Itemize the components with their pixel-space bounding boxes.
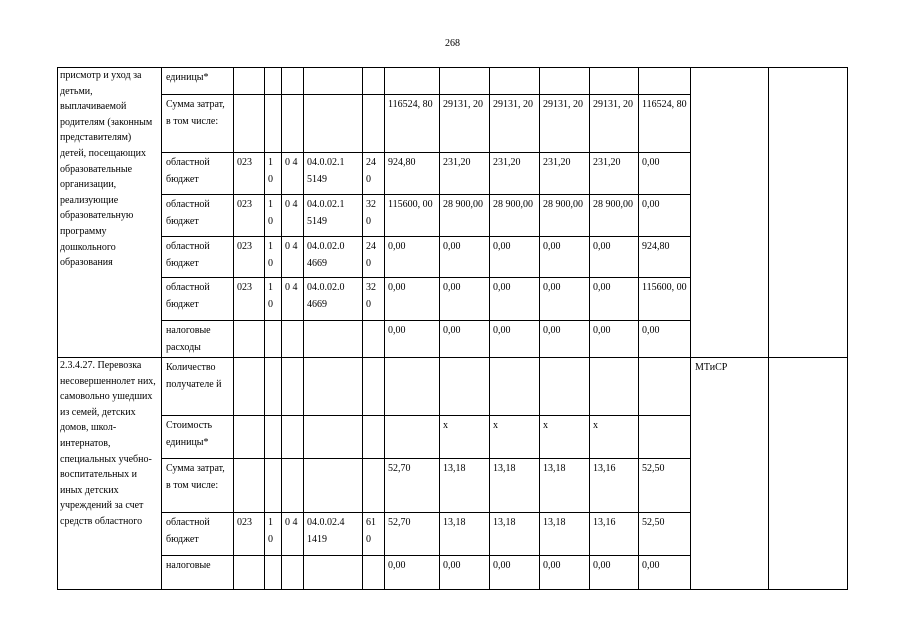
indicator-label: областной бюджет bbox=[162, 195, 234, 237]
quarter-2-cell: 0,00 bbox=[490, 321, 540, 358]
target-article-cell bbox=[304, 556, 363, 590]
quarter-3-cell: 0,00 bbox=[540, 321, 590, 358]
quarter-3-cell: 0,00 bbox=[540, 237, 590, 278]
quarter-2-cell: 231,20 bbox=[490, 153, 540, 195]
indicator-label: Сумма затрат, в том числе: bbox=[162, 459, 234, 513]
expense-type-cell: 32 0 bbox=[363, 278, 385, 321]
quarter-4-cell: 0,00 bbox=[590, 237, 639, 278]
measure-block-1-notes bbox=[769, 68, 848, 358]
indicator-label: налоговые расходы bbox=[162, 321, 234, 358]
quarter-1-cell: 28 900,00 bbox=[440, 195, 490, 237]
quarter-3-cell: 0,00 bbox=[540, 556, 590, 590]
expense-type-cell: 61 0 bbox=[363, 513, 385, 556]
expense-type-cell bbox=[363, 459, 385, 513]
total-amount-cell: 0,00 bbox=[385, 237, 440, 278]
grbs-code-cell: 023 bbox=[234, 237, 265, 278]
plan-amount-cell: 0,00 bbox=[639, 195, 691, 237]
target-article-cell bbox=[304, 416, 363, 459]
section-code-cell bbox=[265, 416, 282, 459]
quarter-2-cell: 0,00 bbox=[490, 278, 540, 321]
quarter-4-cell: 29131, 20 bbox=[590, 95, 639, 153]
grbs-code-cell bbox=[234, 358, 265, 416]
quarter-3-cell: 13,18 bbox=[540, 459, 590, 513]
subsection-code-cell bbox=[282, 95, 304, 153]
quarter-4-cell: 231,20 bbox=[590, 153, 639, 195]
indicator-label: областной бюджет bbox=[162, 237, 234, 278]
indicator-label: областной бюджет bbox=[162, 153, 234, 195]
target-article-cell: 04.0.02.4 1419 bbox=[304, 513, 363, 556]
quarter-3-cell: 0,00 bbox=[540, 278, 590, 321]
target-article-cell: 04.0.02.0 4669 bbox=[304, 278, 363, 321]
indicator-label: Стоимость единицы* bbox=[162, 416, 234, 459]
section-code-cell bbox=[265, 459, 282, 513]
indicator-label: областной бюджет bbox=[162, 513, 234, 556]
plan-amount-cell: 0,00 bbox=[639, 556, 691, 590]
quarter-3-cell bbox=[540, 358, 590, 416]
target-article-cell bbox=[304, 358, 363, 416]
quarter-1-cell: 0,00 bbox=[440, 237, 490, 278]
quarter-3-cell bbox=[540, 68, 590, 95]
quarter-1-cell: 0,00 bbox=[440, 321, 490, 358]
measure-block-1-measure-name: присмотр и уход за детьми, выплачиваемой родителям (законным представителям) детей, посещающих образовательные организации, реализующие образовательную программу дошкольного образования bbox=[58, 68, 162, 358]
quarter-4-cell: 0,00 bbox=[590, 556, 639, 590]
grbs-code-cell bbox=[234, 556, 265, 590]
grbs-code-cell: 023 bbox=[234, 278, 265, 321]
section-code-cell: 1 0 bbox=[265, 237, 282, 278]
quarter-1-cell: 13,18 bbox=[440, 513, 490, 556]
target-article-cell bbox=[304, 321, 363, 358]
plan-amount-cell: 52,50 bbox=[639, 513, 691, 556]
subsection-code-cell bbox=[282, 68, 304, 95]
expense-type-cell bbox=[363, 416, 385, 459]
indicator-label: единицы* bbox=[162, 68, 234, 95]
quarter-3-cell: х bbox=[540, 416, 590, 459]
measure-block-1-executor bbox=[691, 68, 769, 358]
subsection-code-cell bbox=[282, 459, 304, 513]
target-article-cell: 04.0.02.1 5149 bbox=[304, 153, 363, 195]
quarter-1-cell: 29131, 20 bbox=[440, 95, 490, 153]
target-article-cell: 04.0.02.0 4669 bbox=[304, 237, 363, 278]
quarter-4-cell: 13,16 bbox=[590, 459, 639, 513]
quarter-2-cell: 0,00 bbox=[490, 237, 540, 278]
quarter-2-cell bbox=[490, 358, 540, 416]
total-amount-cell: 0,00 bbox=[385, 556, 440, 590]
plan-amount-cell: 52,50 bbox=[639, 459, 691, 513]
measure-block-2-measure-name: 2.3.4.27. Перевозка несовершеннолет них, самовольно ушедших из семей, детских домов, школ-интернатов, специальных учебно-воспитательных и иных детских учреждений за счет средств областного bbox=[58, 358, 162, 590]
plan-amount-cell: 116524, 80 bbox=[639, 95, 691, 153]
quarter-4-cell bbox=[590, 68, 639, 95]
total-amount-cell bbox=[385, 416, 440, 459]
section-code-cell: 1 0 bbox=[265, 195, 282, 237]
quarter-2-cell bbox=[490, 68, 540, 95]
total-amount-cell bbox=[385, 68, 440, 95]
quarter-2-cell: 29131, 20 bbox=[490, 95, 540, 153]
quarter-3-cell: 28 900,00 bbox=[540, 195, 590, 237]
plan-amount-cell: 924,80 bbox=[639, 237, 691, 278]
total-amount-cell: 0,00 bbox=[385, 278, 440, 321]
plan-amount-cell: 0,00 bbox=[639, 321, 691, 358]
indicator-label: Количество получателе й bbox=[162, 358, 234, 416]
grbs-code-cell: 023 bbox=[234, 513, 265, 556]
indicator-label: Сумма затрат, в том числе: bbox=[162, 95, 234, 153]
expense-type-cell bbox=[363, 68, 385, 95]
subsection-code-cell: 0 4 bbox=[282, 195, 304, 237]
grbs-code-cell bbox=[234, 459, 265, 513]
section-code-cell: 1 0 bbox=[265, 513, 282, 556]
plan-amount-cell bbox=[639, 68, 691, 95]
section-code-cell: 1 0 bbox=[265, 278, 282, 321]
quarter-4-cell: х bbox=[590, 416, 639, 459]
subsection-code-cell: 0 4 bbox=[282, 278, 304, 321]
grbs-code-cell bbox=[234, 321, 265, 358]
indicator-label: налоговые bbox=[162, 556, 234, 590]
quarter-4-cell: 0,00 bbox=[590, 321, 639, 358]
page-number: 268 bbox=[445, 38, 460, 49]
quarter-1-cell bbox=[440, 68, 490, 95]
grbs-code-cell: 023 bbox=[234, 195, 265, 237]
subsection-code-cell bbox=[282, 416, 304, 459]
quarter-2-cell: 13,18 bbox=[490, 459, 540, 513]
quarter-2-cell: 28 900,00 bbox=[490, 195, 540, 237]
target-article-cell bbox=[304, 68, 363, 95]
total-amount-cell: 0,00 bbox=[385, 321, 440, 358]
quarter-4-cell: 13,16 bbox=[590, 513, 639, 556]
quarter-3-cell: 29131, 20 bbox=[540, 95, 590, 153]
measure-block-2-row bbox=[58, 358, 848, 416]
quarter-1-cell: 13,18 bbox=[440, 459, 490, 513]
expense-type-cell bbox=[363, 556, 385, 590]
grbs-code-cell bbox=[234, 68, 265, 95]
budget-table bbox=[57, 67, 848, 590]
expense-type-cell bbox=[363, 95, 385, 153]
plan-amount-cell bbox=[639, 358, 691, 416]
quarter-4-cell: 28 900,00 bbox=[590, 195, 639, 237]
total-amount-cell: 115600, 00 bbox=[385, 195, 440, 237]
quarter-1-cell: 0,00 bbox=[440, 278, 490, 321]
total-amount-cell: 116524, 80 bbox=[385, 95, 440, 153]
total-amount-cell: 52,70 bbox=[385, 459, 440, 513]
measure-block-2-notes bbox=[769, 358, 848, 590]
plan-amount-cell: 0,00 bbox=[639, 153, 691, 195]
quarter-4-cell bbox=[590, 358, 639, 416]
quarter-1-cell: 231,20 bbox=[440, 153, 490, 195]
target-article-cell bbox=[304, 459, 363, 513]
subsection-code-cell bbox=[282, 556, 304, 590]
expense-type-cell: 32 0 bbox=[363, 195, 385, 237]
quarter-4-cell: 0,00 bbox=[590, 278, 639, 321]
quarter-3-cell: 231,20 bbox=[540, 153, 590, 195]
plan-amount-cell: 115600, 00 bbox=[639, 278, 691, 321]
quarter-2-cell: х bbox=[490, 416, 540, 459]
section-code-cell bbox=[265, 358, 282, 416]
expense-type-cell bbox=[363, 321, 385, 358]
grbs-code-cell: 023 bbox=[234, 153, 265, 195]
subsection-code-cell bbox=[282, 321, 304, 358]
section-code-cell bbox=[265, 556, 282, 590]
quarter-2-cell: 13,18 bbox=[490, 513, 540, 556]
measure-block-1-row bbox=[58, 68, 848, 95]
quarter-1-cell bbox=[440, 358, 490, 416]
expense-type-cell bbox=[363, 358, 385, 416]
expense-type-cell: 24 0 bbox=[363, 237, 385, 278]
section-code-cell bbox=[265, 68, 282, 95]
total-amount-cell: 52,70 bbox=[385, 513, 440, 556]
measure-block-2-executor: МТиСР bbox=[691, 358, 769, 590]
grbs-code-cell bbox=[234, 416, 265, 459]
quarter-1-cell: х bbox=[440, 416, 490, 459]
plan-amount-cell bbox=[639, 416, 691, 459]
quarter-3-cell: 13,18 bbox=[540, 513, 590, 556]
subsection-code-cell: 0 4 bbox=[282, 237, 304, 278]
target-article-cell: 04.0.02.1 5149 bbox=[304, 195, 363, 237]
subsection-code-cell: 0 4 bbox=[282, 153, 304, 195]
target-article-cell bbox=[304, 95, 363, 153]
section-code-cell: 1 0 bbox=[265, 153, 282, 195]
section-code-cell bbox=[265, 321, 282, 358]
quarter-2-cell: 0,00 bbox=[490, 556, 540, 590]
total-amount-cell bbox=[385, 358, 440, 416]
total-amount-cell: 924,80 bbox=[385, 153, 440, 195]
expense-type-cell: 24 0 bbox=[363, 153, 385, 195]
grbs-code-cell bbox=[234, 95, 265, 153]
subsection-code-cell: 0 4 bbox=[282, 513, 304, 556]
indicator-label: областной бюджет bbox=[162, 278, 234, 321]
quarter-1-cell: 0,00 bbox=[440, 556, 490, 590]
subsection-code-cell bbox=[282, 358, 304, 416]
section-code-cell bbox=[265, 95, 282, 153]
